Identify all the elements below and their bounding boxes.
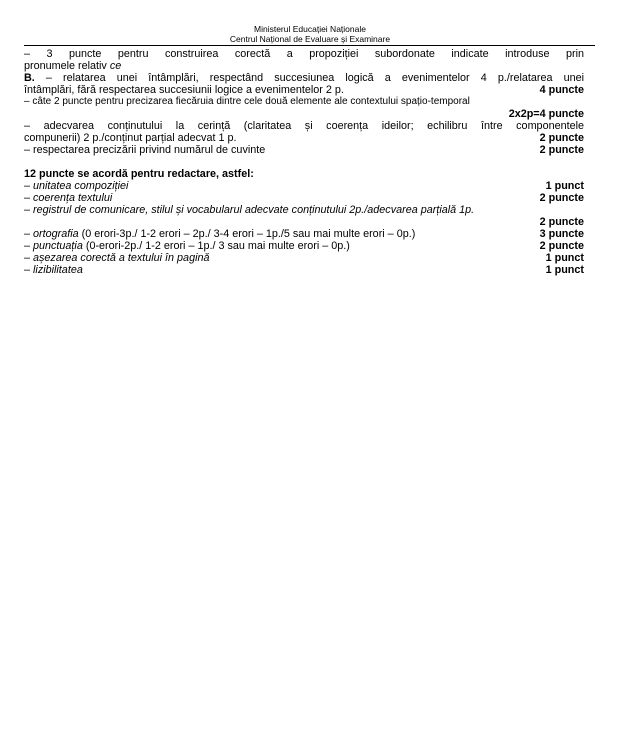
criterion-line: – coerența textului 2 puncte: [24, 192, 584, 204]
points-value: 2 puncte: [539, 192, 584, 204]
criterion-line: – respectarea precizării privind numărul de cuvinte 2 puncte: [24, 144, 584, 156]
points-value: 1 punct: [545, 180, 584, 192]
criterion-line: – unitatea compoziției 1 punct: [24, 180, 584, 192]
criterion-line: – lizibilitatea 1 punct: [24, 264, 584, 276]
points-value: 1 punct: [545, 252, 584, 264]
criterion-line: întâmplări, fără respectarea succesiunii logice a evenimentelor 2 p. 4 puncte: [24, 84, 584, 96]
criterion-line: – registrul de comunicare, stilul și vocabularul adecvate conținutului 2p./adecvarea parțială 1p.: [24, 204, 475, 216]
criterion-line: [24, 216, 584, 228]
points-value: 1 punct: [545, 264, 584, 276]
criterion-line: compunerii) 2 p./conținut parțial adecvat 1 p. 2 puncte: [24, 132, 584, 144]
points-value: 2 puncte: [539, 240, 584, 252]
points-value: 2 puncte: [539, 144, 584, 156]
criterion-line: – punctuația (0-erori-2p./ 1-2 erori – 1p./ 3 sau mai multe erori – 0p.) 2 puncte: [24, 240, 584, 252]
section-b-label: B.: [24, 72, 35, 84]
header-rule: [24, 45, 595, 46]
points-value: 4 puncte: [539, 84, 584, 96]
criterion-line: [24, 108, 584, 120]
points-value: 2 puncte: [539, 132, 584, 144]
criterion-line: – așezarea corectă a textului în pagină 1 punct: [24, 252, 584, 264]
criterion-line: – câte 2 puncte pentru precizarea fiecăruia dintre cele două elemente ale contextului spațio-temporal: [24, 96, 470, 107]
criterion-line: – 3 puncte pentru construirea corectă a propoziției subordonate indicate introduse prin: [24, 48, 584, 60]
header-ministry: Ministerul Educației Naționale: [254, 24, 366, 34]
section-heading: 12 puncte se acordă pentru redactare, astfel:: [24, 168, 254, 180]
points-value: 2x2p=4 puncte: [508, 108, 584, 120]
criterion-line: B. – relatarea unei întâmplări, respectând succesiunea logică a evenimentelor 4 p./relatarea unei: [24, 72, 584, 84]
criterion-line: pronumele relativ ce: [24, 60, 122, 72]
criterion-line: – adecvarea conținutului la cerință (claritatea și coerența ideilor; echilibru între componentele: [24, 120, 584, 132]
criterion-line: – ortografia (0 erori-3p./ 1-2 erori – 2p./ 3-4 erori – 1p./5 sau mai multe erori – 0p.) 3 puncte: [24, 228, 584, 240]
header-center: Centrul Național de Evaluare și Examinare: [229, 34, 391, 44]
points-value: 3 puncte: [539, 228, 584, 240]
points-value: 2 puncte: [539, 216, 584, 228]
